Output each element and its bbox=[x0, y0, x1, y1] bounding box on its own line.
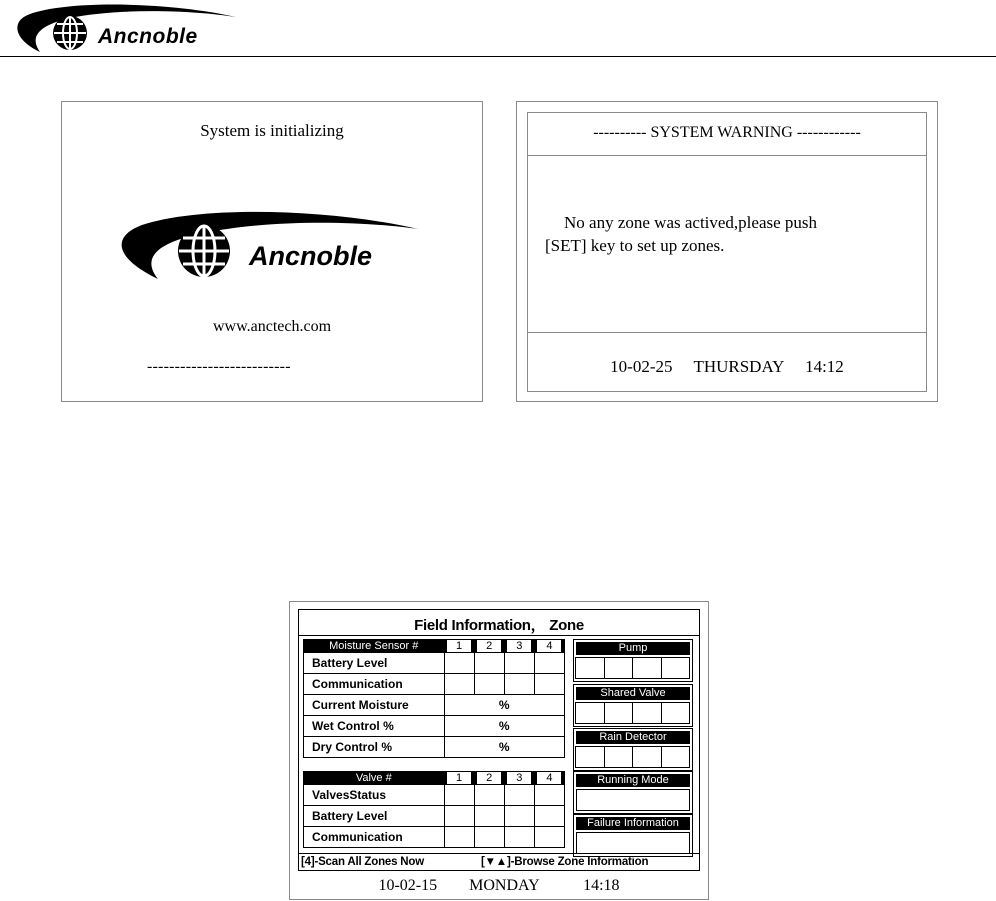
cell bbox=[534, 785, 564, 806]
cell bbox=[534, 827, 564, 848]
warning-screen bbox=[516, 101, 938, 402]
scan-hint: [4]-Scan All Zones Now bbox=[301, 856, 424, 868]
valve-header: Valve # bbox=[304, 772, 445, 785]
shared-valve-label: Shared Valve bbox=[576, 687, 690, 700]
pump-panel bbox=[573, 639, 693, 682]
cell bbox=[534, 806, 564, 827]
brand-name: Ancnoble bbox=[98, 25, 198, 48]
cell bbox=[444, 674, 474, 695]
warning-day: THURSDAY bbox=[693, 357, 784, 376]
table-row bbox=[304, 827, 565, 848]
valve-col-3: 3 bbox=[504, 772, 534, 785]
failure-info-value bbox=[576, 832, 690, 854]
shared-valve-cells bbox=[576, 702, 690, 724]
table-row bbox=[304, 785, 565, 806]
row-label: Battery Level bbox=[304, 806, 445, 827]
cell bbox=[444, 806, 474, 827]
rain-detector-panel bbox=[573, 728, 693, 771]
row-label: Dry Control % bbox=[304, 737, 445, 758]
percent-cell: % bbox=[444, 695, 564, 716]
warning-message-line1: No any zone was actived,please push bbox=[564, 213, 818, 232]
warning-datetime bbox=[528, 357, 926, 377]
cell bbox=[474, 806, 504, 827]
cell bbox=[534, 674, 564, 695]
table-row bbox=[304, 653, 565, 674]
row-label: ValvesStatus bbox=[304, 785, 445, 806]
valve-table bbox=[303, 771, 565, 848]
table-row bbox=[304, 674, 565, 695]
sensor-header: Moisture Sensor # bbox=[304, 640, 445, 653]
percent-cell: % bbox=[444, 737, 564, 758]
field-datetime bbox=[290, 877, 708, 895]
shared-valve-panel bbox=[573, 684, 693, 727]
field-time: 14:18 bbox=[583, 877, 620, 894]
field-info-frame bbox=[298, 609, 700, 871]
failure-info-panel bbox=[573, 814, 693, 857]
cell bbox=[474, 785, 504, 806]
browse-hint: [▼▲]-Browse Zone Information bbox=[481, 856, 649, 868]
table-row bbox=[304, 806, 565, 827]
cell bbox=[474, 674, 504, 695]
table-row bbox=[304, 737, 565, 758]
valve-header-row bbox=[304, 772, 565, 785]
warning-footer-divider bbox=[528, 332, 926, 333]
cell bbox=[504, 653, 534, 674]
cell bbox=[504, 674, 534, 695]
field-day: MONDAY bbox=[469, 877, 540, 894]
cell bbox=[444, 827, 474, 848]
sensor-col-3: 3 bbox=[504, 640, 534, 653]
warning-time: 14:12 bbox=[805, 357, 844, 376]
website-url: www.anctech.com bbox=[212, 318, 332, 335]
hint-divider bbox=[299, 853, 699, 854]
running-mode-label: Running Mode bbox=[576, 774, 690, 787]
cell bbox=[474, 827, 504, 848]
table-row bbox=[304, 716, 565, 737]
init-screen bbox=[61, 101, 483, 402]
row-label: Battery Level bbox=[304, 653, 445, 674]
header-divider bbox=[0, 56, 996, 57]
pump-cells bbox=[576, 657, 690, 679]
valve-col-4: 4 bbox=[534, 772, 564, 785]
warning-header: ---------- SYSTEM WARNING ------------ bbox=[528, 113, 926, 156]
sensor-table bbox=[303, 639, 565, 758]
row-label: Wet Control % bbox=[304, 716, 445, 737]
warning-frame bbox=[527, 112, 927, 392]
rain-detector-label: Rain Detector bbox=[576, 731, 690, 744]
running-mode-value bbox=[576, 789, 690, 811]
field-date: 10-02-15 bbox=[378, 877, 438, 894]
cell bbox=[504, 827, 534, 848]
row-label: Communication bbox=[304, 674, 445, 695]
sensor-col-4: 4 bbox=[534, 640, 564, 653]
sensor-col-1: 1 bbox=[444, 640, 474, 653]
row-label: Communication bbox=[304, 827, 445, 848]
init-logo-text: Ancnoble bbox=[249, 241, 373, 271]
warning-date: 10-02-25 bbox=[610, 357, 673, 376]
cell bbox=[444, 785, 474, 806]
table-row bbox=[304, 695, 565, 716]
progress-indicator: -------------------------- bbox=[147, 358, 291, 375]
title-divider bbox=[299, 635, 699, 636]
sensor-col-2: 2 bbox=[474, 640, 504, 653]
cell bbox=[444, 653, 474, 674]
row-label: Current Moisture bbox=[304, 695, 445, 716]
cell bbox=[534, 653, 564, 674]
cell bbox=[474, 653, 504, 674]
init-title: System is initializing bbox=[200, 121, 344, 140]
rain-detector-cells bbox=[576, 746, 690, 768]
warning-message bbox=[545, 211, 915, 257]
valve-col-2: 2 bbox=[474, 772, 504, 785]
pump-label: Pump bbox=[576, 642, 690, 655]
field-info-title: Field Information， Zone bbox=[414, 617, 584, 634]
sensor-header-row bbox=[304, 640, 565, 653]
running-mode-panel bbox=[573, 771, 693, 814]
valve-col-1: 1 bbox=[444, 772, 474, 785]
cell bbox=[504, 806, 534, 827]
cell bbox=[504, 785, 534, 806]
percent-cell: % bbox=[444, 716, 564, 737]
field-info-screen bbox=[289, 601, 709, 900]
failure-info-label: Failure Information bbox=[576, 817, 690, 830]
warning-message-line2: [SET] key to set up zones. bbox=[545, 236, 725, 255]
